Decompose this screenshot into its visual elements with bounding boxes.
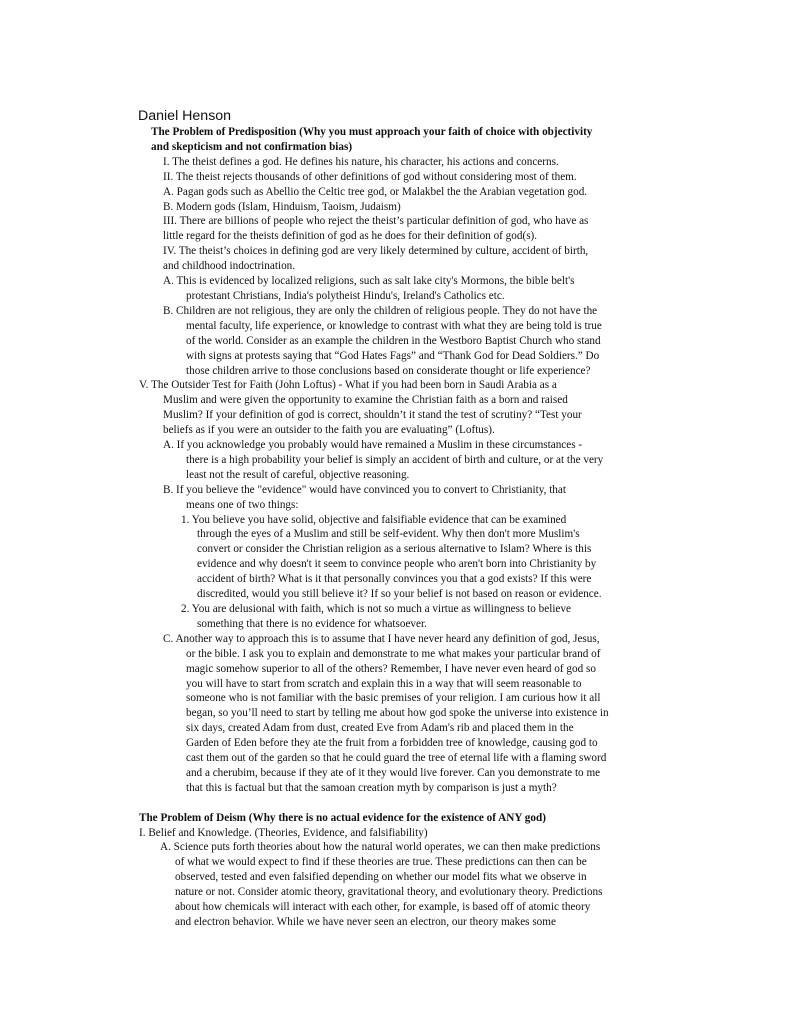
paragraph-gap — [0, 796, 791, 811]
list-item-cont: mental faculty, life experience, or knowledge to contrast with what they are being told is true — [186, 319, 602, 332]
list-item: B. If you believe the "evidence" would have convinced you to convert to Christianity, that — [163, 483, 566, 496]
list-item-cont: cast them out of the garden so that he could guard the tree of eternal life with a flaming sword — [186, 752, 607, 765]
list-item-cont: means one of two things: — [186, 498, 299, 511]
author-name: Daniel Henson — [138, 108, 232, 124]
list-item-cont: little regard for the theists definition of god as he does for their definition of god(s). — [163, 230, 538, 243]
list-item-cont: evidence and why doesn't it seem to convince people who aren't born into Christianity by — [197, 558, 597, 571]
document-body — [0, 125, 791, 930]
list-item: 1. You believe you have solid, objective and falsifiable evidence that can be examined — [181, 513, 567, 526]
list-item-cont: least not the result of careful, objective reasoning. — [186, 468, 410, 481]
list-item-cont: that this is factual but that the samoan creation myth by comparison is just a myth? — [186, 781, 557, 794]
list-item-cont: protestant Christians, India's polytheist Hindu's, Ireland's Catholics etc. — [186, 289, 505, 302]
list-item-cont: convert or consider the Christian religion as a serious alternative to Islam? Where is this — [197, 543, 592, 556]
list-item-cont: accident of birth? What is it that personally convinces you that a god exists? If this were — [197, 573, 592, 586]
list-item-cont: beliefs as if you were an outsider to the faith you are evaluating” (Loftus). — [163, 424, 495, 437]
list-item-cont: about how chemicals will interact with each other, for example, is based off of atomic theory — [175, 901, 591, 914]
list-item-cont: something that there is no evidence for whatsoever. — [197, 617, 427, 630]
section-heading: The Problem of Deism (Why there is no actual evidence for the existence of ANY god) — [139, 811, 546, 824]
list-item: A. Science puts forth theories about how the natural world operates, we can then make predictions — [160, 841, 601, 854]
list-item-cont: of what we would expect to find if these theories are true. These predictions can then can be — [175, 856, 587, 869]
list-item-cont: someone who is not familiar with the basic premises of your religion. I am curious how it all — [186, 692, 601, 705]
list-item-cont: Muslim? If your definition of god is correct, shouldn’t it stand the test of scrutiny? “Test your — [163, 409, 582, 422]
list-item: A. Pagan gods such as Abellio the Celtic tree god, or Malakbel the the Arabian vegetation god. — [163, 185, 588, 198]
list-item-cont: and a cherubim, because if they ate of it they would live forever. Can you demonstrate to me — [186, 766, 601, 779]
list-item: B. Modern gods (Islam, Hinduism, Taoism, Judaism) — [163, 200, 401, 213]
list-item-cont: or the bible. I ask you to explain and demonstrate to me what makes your particular brand of — [186, 647, 601, 660]
list-item-cont: you will have to start from scratch and explain this in a way that will seem reasonable to — [186, 677, 582, 690]
section-heading: The Problem of Predisposition (Why you must approach your faith of choice with objectivity — [151, 126, 593, 138]
list-item-cont: discredited, would you still believe it? If so your belief is not based on reason or evidence. — [197, 588, 602, 601]
list-item-cont: Muslim and were given the opportunity to examine the Christian faith as a born and raised — [163, 394, 568, 407]
list-item-cont: and electron behavior. While we have never seen an electron, our theory makes some — [175, 916, 556, 929]
list-item: IV. The theist’s choices in defining god are very likely determined by culture, accident of birth, — [163, 245, 589, 258]
list-item: A. This is evidenced by localized religions, such as salt lake city's Mormons, the bible belt's — [163, 275, 575, 288]
list-item: A. If you acknowledge you probably would have remained a Muslim in these circumstances - — [163, 439, 583, 452]
list-item-cont: observed, tested and even falsified depending on whether our model fits what we observe in — [175, 871, 587, 884]
list-item: I. Belief and Knowledge. (Theories, Evidence, and falsifiability) — [139, 826, 428, 839]
list-item-cont: of the world. Consider as an example the children in the Westboro Baptist Church who stand — [186, 334, 601, 347]
list-item-cont: there is a high probability your belief is simply an accident of birth and culture, or at the very — [186, 453, 604, 466]
list-item: I. The theist defines a god. He defines his nature, his character, his actions and concerns. — [163, 155, 559, 168]
list-item: V. The Outsider Test for Faith (John Loftus) - What if you had been born in Saudi Arabia as a — [139, 379, 557, 392]
list-item-cont: Garden of Eden before they ate the fruit from a forbidden tree of knowledge, causing god to — [186, 737, 598, 750]
list-item: III. There are billions of people who reject the theist’s particular definition of god, who have as — [163, 215, 589, 228]
list-item-cont: through the eyes of a Muslim and still be self-evident. Why then don't more Muslim's — [197, 528, 580, 541]
list-item-cont: those children arrive to those conclusions based on considerate thought or life experience? — [186, 364, 591, 377]
list-item-cont: and childhood indoctrination. — [163, 260, 296, 273]
list-item: 2. You are delusional with faith, which is not so much a virtue as willingness to believe — [181, 603, 571, 615]
section-heading-cont: and skepticism and not confirmation bias) — [151, 140, 353, 153]
list-item-cont: with signs at protests saying that “God Hates Fags” and “Thank God for Dead Soldiers.” Do — [186, 349, 600, 362]
list-item: C. Another way to approach this is to assume that I have never heard any definition of god, Jesus, — [163, 632, 600, 645]
list-item-cont: magic somehow superior to all of the others? Remember, I have never even heard of god so — [186, 662, 596, 675]
list-item: II. The theist rejects thousands of other definitions of god without considering most of them. — [163, 170, 577, 183]
list-item-cont: began, so you’ll need to start by telling me about how god spoke the universe into existence in — [186, 707, 609, 720]
list-item: B. Children are not religious, they are only the children of religious people. They do not have the — [163, 304, 598, 317]
list-item-cont: six days, created Adam from dust, created Eve from Adam's rib and placed them in the — [186, 722, 574, 735]
list-item-cont: nature or not. Consider atomic theory, gravitational theory, and evolutionary theory. Predictions — [175, 886, 603, 899]
